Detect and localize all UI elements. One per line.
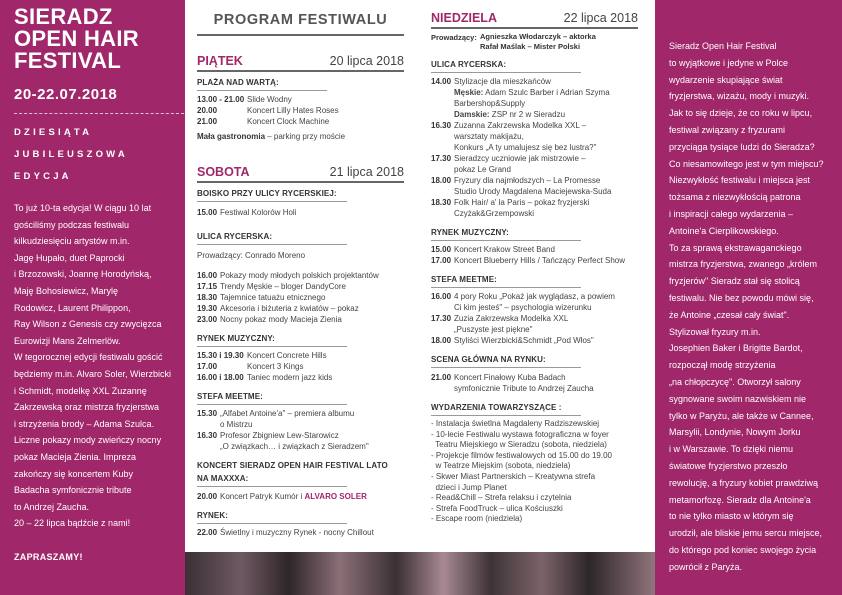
item-text [454, 335, 594, 346]
item-rest: Zuzanna Zakrzewska Modelka XXL – [454, 121, 587, 130]
intro-line: Maję Bohosiewicz, Marylę [14, 285, 119, 296]
intro-line: Jagę Hupało, duet Paprocki [14, 252, 125, 263]
item-text: Koncert Lilly Hates Roses [247, 106, 339, 115]
item-text: Festiwal Kolorów Holi [220, 208, 297, 217]
venue-heading: RYNEK: [197, 511, 228, 520]
item-line [454, 186, 611, 197]
about-line: Co niesamowitego jest w tym miejscu? [669, 158, 824, 169]
food-bold: Mała gastronomia [197, 132, 266, 141]
venue-heading: WYDARZENIA TOWARZYSZĄCE : [431, 403, 562, 412]
intro-line: 20 – 22 lipca bądźcie z nami! [14, 518, 131, 529]
side-event-line: - Strefa FoodTruck – ulica Kościuszki [431, 503, 563, 513]
host-names [480, 32, 596, 52]
item-rest: Studio Urody Magdalena Maciejewska-Suda [454, 187, 612, 196]
sunday-meetme-list [431, 291, 651, 346]
headliner: ALVARO SOLER [304, 492, 367, 501]
side-event-line: - Escape room (niedziela) [431, 514, 523, 524]
item-line [454, 98, 610, 109]
host-block [431, 32, 651, 52]
about-line: światowe fryzjerstwo przeszło [669, 460, 788, 471]
about-line: „na chłopczycę". Otworzył salony [669, 376, 801, 387]
divider [197, 34, 404, 36]
item-text [454, 153, 586, 175]
divider [14, 113, 184, 114]
item-text [454, 372, 594, 394]
item-text: Nocny pokaz mody Macieja Zienia [220, 315, 342, 324]
item-time: 20.00 [197, 106, 218, 115]
list-item [197, 527, 417, 538]
item-text: Pokazy mody młodych polskich projektantów [220, 271, 379, 280]
item-time: 17.30 [431, 154, 452, 163]
divider [197, 523, 347, 524]
intro-line: pokaz Macieja Zienia. Impreza [14, 451, 137, 462]
intro-line: Zakrzewską oraz mistrza fryzjerstwa [14, 402, 160, 413]
item-rest: Folk Hair/ a' la Paris – pokaz fryzjerski [454, 198, 590, 207]
item-time: 18.00 [431, 176, 452, 185]
about-line: Josephien Baker i Brigitte Bardot, [669, 343, 803, 354]
item-time: 22.00 [197, 528, 218, 537]
item-time: 21.00 [431, 373, 452, 382]
item-text: Koncert Concrete Hills [247, 351, 327, 360]
item-text: Tajemnice tatuażu etnicznego [220, 293, 326, 302]
item-text [220, 430, 369, 452]
intro-line: i strzyżenia brody – Adama Szulca. [14, 418, 155, 429]
item-text: Koncert Krakow Street Band [454, 245, 555, 254]
item-time: 14.00 [431, 77, 452, 86]
food-line [197, 131, 417, 142]
item-text: Koncert Clock Machine [247, 117, 330, 126]
about-line: Sieradz Open Hair Festival [669, 41, 777, 51]
item-time: 19.30 [197, 304, 218, 313]
item-text [454, 120, 596, 153]
program-column [197, 0, 417, 538]
list-item [197, 408, 417, 430]
item-text [454, 76, 610, 120]
host-name: Rafał Maślak – Mister Polski [480, 42, 581, 51]
item-line [454, 175, 611, 186]
rycerska-list [197, 270, 417, 325]
item-text [454, 313, 568, 335]
day-name: SOBOTA [197, 165, 250, 179]
venue-heading: STEFA MEETME: [197, 392, 263, 401]
day-date: 20 lipca 2018 [329, 54, 404, 68]
intro-line: Badacha symfonicznie tribute [14, 485, 132, 496]
title-line: SIERADZ [14, 4, 113, 29]
intro-line: będziemy m.in. Alvaro Soler, Wierzbicki [14, 368, 172, 379]
item-text: Slide Wodny [247, 95, 292, 104]
about-line: i inspiracji całego wydarzenia – [669, 208, 794, 219]
item-bold: Męskie: [454, 88, 484, 97]
list-item [431, 120, 651, 153]
item-rest: Stylizacje dla mieszkańców [454, 77, 551, 86]
scena-line: Koncert Finałowy Kuba Badach [454, 373, 566, 382]
item-time: 16.00 [197, 271, 218, 280]
about-line: Niezwykłość festiwalu i miejsca jest [669, 175, 811, 186]
divider [197, 486, 347, 487]
venue-heading: PLAŻA NAD WARTĄ: [197, 78, 279, 87]
venue-heading: ULICA RYCERSKA: [431, 60, 507, 69]
list-item [431, 313, 651, 335]
divider [197, 90, 327, 91]
intro-line: W tegorocznej edycji festiwalu gościć [14, 352, 163, 363]
item-line [454, 131, 596, 142]
hair-photo-strip [185, 552, 655, 595]
day-date: 22 lipca 2018 [563, 11, 638, 25]
left-panel [0, 0, 185, 595]
divider [431, 240, 581, 241]
item-line: Ci kim jesteś" – psychologia wizerunku [454, 303, 592, 312]
item-line [454, 109, 610, 120]
day-date: 21 lipca 2018 [329, 165, 404, 179]
list-item [197, 491, 417, 502]
item-rest: pokaz Le Grand [454, 165, 511, 174]
title-line: FESTIVAL [14, 48, 122, 73]
side-event-line: w Teatrze Miejskim (sobota, niedziela) [431, 461, 571, 471]
side-event-line: - Instalacja świetlna Magdaleny Radziszewskiej [431, 419, 600, 428]
list-item [197, 116, 417, 127]
item-text: Świetlny i muzyczny Rynek - nocny Chillout [220, 528, 374, 537]
item-line: Profesor Zbigniew Lew-Starowicz [220, 431, 339, 440]
intro-line: i Brzozowski, Joannę Horodyńską, [14, 269, 152, 280]
list-item [197, 314, 417, 325]
list-item [197, 207, 417, 218]
venue-heading: RYNEK MUZYCZNY: [431, 228, 509, 237]
about-line: tylko w Paryżu, ale także w Cannee, [669, 410, 814, 421]
side-event-line: Teatru Miejskiego w Sieradzu (sobota, niedziela) [431, 440, 607, 450]
item-line: Styliści Wierzbicki&Schmidt „Pod Włos" [454, 336, 594, 345]
item-time: 23.00 [197, 315, 218, 324]
item-time: 17.15 [197, 282, 218, 291]
host-label: Prowadzący: [431, 33, 477, 42]
list-item [431, 372, 651, 394]
day-name: NIEDZIELA [431, 11, 497, 25]
item-text [454, 291, 615, 313]
item-time: 16.00 i 18.00 [197, 373, 244, 382]
piatek-list [197, 94, 417, 127]
concert-heading: KONCERT SIERADZ OPEN HAIR FESTIVAL LATO [197, 461, 388, 470]
festival-title [14, 6, 178, 72]
side-event-line: - Skwer Miast Partnerskich – Kreatywna strefa [431, 471, 596, 481]
item-rest: Konkurs „A ty umalujesz się bez lustra?" [454, 143, 597, 152]
item-time: 20.00 [197, 492, 218, 501]
intro-line: zakończy się koncertem Kuby [14, 468, 134, 479]
item-line: „Puszyste jest piękne" [454, 325, 533, 334]
list-item [197, 361, 417, 372]
about-line: tożsama z niezwykłością patrona [669, 192, 801, 203]
about-line: metamorfozę. Sieradz dla Antoine'a [669, 494, 811, 505]
item-time: 13.00 - 21.00 [197, 95, 245, 104]
about-line: Antoine'a Cierplikowskiego. [669, 225, 779, 236]
item-line [454, 142, 596, 153]
sunday-column [431, 0, 651, 525]
list-item [431, 197, 651, 219]
about-line: to nie tylko miasto w którym się [669, 511, 794, 522]
side-event-line: - 10-lecie Festiwalu wystawa fotograficzna w foyer [431, 429, 609, 439]
about-line: fryzjerów" Sieradz stał się stolicą [669, 276, 800, 287]
about-line: festiwalu. Nie bez powodu mówi się, [669, 292, 814, 303]
item-time: 18.30 [431, 198, 452, 207]
sunday-music-list [431, 244, 651, 266]
intro-line: gościliśmy podczas festiwalu [14, 219, 130, 230]
item-rest: Sieradzcy uczniowie jak mistrzowie – [454, 154, 586, 163]
about-line: wydarzenie skupiające świat [669, 74, 783, 85]
side-events-list [431, 419, 651, 525]
divider [431, 72, 581, 73]
intro-line: i Schmidt, modelkę XXL Zuzannę [14, 385, 147, 396]
divider [431, 367, 581, 368]
about-line: Jak to się dzieje, że co roku w lipcu, [669, 108, 813, 119]
divider [197, 404, 347, 405]
venue-heading: RYNEK MUZYCZNY: [197, 334, 275, 343]
list-item [197, 281, 417, 292]
list-item [431, 291, 651, 313]
edition-line: JUBILEUSZOWA [14, 149, 128, 160]
item-time: 16.00 [431, 292, 452, 301]
item-text: Koncert Patryk Kumór i [220, 492, 305, 501]
item-line [454, 87, 610, 98]
item-line [454, 197, 589, 208]
intro-line: Eurowizji Mans Zelmerlöw. [14, 335, 121, 346]
day-name: PIĄTEK [197, 54, 243, 68]
item-time: 17.00 [431, 256, 452, 265]
list-item [197, 94, 417, 105]
item-line [454, 153, 586, 164]
item-rest: Fryzury dla najmłodszych – La Promesse [454, 176, 601, 185]
item-time: 17.30 [431, 314, 452, 323]
list-item [197, 292, 417, 303]
item-time: 21.00 [197, 117, 218, 126]
list-item [197, 350, 417, 361]
side-event-line: dzieci i Jump Planet [431, 482, 507, 492]
item-time: 18.30 [197, 293, 218, 302]
meetme-list [197, 408, 417, 452]
item-time: 16.30 [431, 121, 452, 130]
item-time: 16.30 [197, 431, 218, 440]
about-line: rozpoczął modę strzyżenia [669, 360, 776, 371]
item-rest: Adam Szulc Barber i Adrian Szyma [483, 88, 610, 97]
about-line: i w Warszawie. To dzięki niemu [669, 444, 794, 455]
list-item [431, 153, 651, 175]
festival-dates: 20-22.07.2018 [14, 86, 118, 103]
list-item [431, 244, 651, 255]
item-text: Taniec modern jazz kids [247, 373, 333, 382]
food-rest: – parking przy moście [265, 132, 346, 141]
intro-line: To już 10-ta edycja! W ciągu 10 lat [14, 203, 152, 213]
list-item [431, 175, 651, 197]
program-area [185, 0, 655, 595]
about-line: to wyjątkowe i jedyne w Polce [669, 57, 789, 68]
intro-line: kilkudziesięciu artystów m.in. [14, 236, 130, 247]
item-line [454, 120, 596, 131]
scena-line: symfonicznie Tribute to Andrzej Zaucha [454, 384, 594, 393]
day-header-niedziela [431, 11, 638, 25]
item-text [454, 175, 611, 197]
intro-line: to Andrzej Zaucha. [14, 501, 90, 512]
divider [431, 287, 581, 288]
divider [197, 201, 347, 202]
item-line: 4 pory Roku „Pokaż jak wyglądasz, a powiem [454, 292, 615, 301]
day-header-piatek [197, 54, 404, 68]
divider [197, 346, 347, 347]
intro-line: Rodowicz, Laurent Philippon, [14, 302, 131, 313]
about-line: festiwal związany z fryzurami [669, 124, 786, 135]
about-line: przyciąga tysiące ludzi do Sieradza? [669, 141, 815, 152]
item-bold: Damskie: [454, 110, 490, 119]
item-rest: warsztaty makijażu, [454, 132, 524, 141]
item-time: 15.30 i 19.30 [197, 351, 244, 360]
item-time: 15.00 [431, 245, 452, 254]
host-line: Prowadzący: Conrado Moreno [197, 251, 306, 260]
list-item [197, 270, 417, 281]
host-name: Agnieszka Włodarczyk – aktorka [480, 32, 596, 41]
day-header-sobota [197, 165, 404, 179]
about-line: fryzjerstwa, wizażu, mody i muzyki. [669, 91, 810, 102]
about-line: urodził, ale bliskie jemu sercu miejsce, [669, 528, 823, 539]
item-rest: Czyżak&Grzempowski [454, 209, 535, 218]
list-item [197, 372, 417, 383]
item-text: Koncert Blueberry Hills / Tańczący Perfect Show [454, 256, 626, 265]
divider [431, 27, 638, 29]
item-rest: Barbershop&Supply [454, 99, 526, 108]
item-text: Akcesoria i biżuteria z kwiatów – pokaz [220, 304, 359, 313]
edition-label [14, 122, 178, 188]
item-line [454, 164, 586, 175]
divider [197, 70, 404, 72]
item-line [454, 208, 589, 219]
closing-text: ZAPRASZAMY! [14, 551, 83, 562]
venue-heading: STEFA MEETME: [431, 275, 497, 284]
item-text [220, 408, 354, 430]
item-time: 17.00 [197, 362, 218, 371]
list-item [197, 303, 417, 314]
concert-heading: NA MAXXXA: [197, 474, 249, 483]
item-line: o Mistrzu [220, 420, 253, 429]
about-line: powrócił z Paryża. [669, 561, 743, 572]
about-line: do którego pod koniec swojego życia [669, 544, 817, 555]
intro-text [14, 200, 178, 532]
list-item [197, 430, 417, 452]
item-line: „Alfabet Antoine'a" – premiera albumu [220, 409, 355, 418]
item-line [454, 76, 610, 87]
venue-heading: BOISKO PRZY ULICY RYCERSKIEJ: [197, 189, 337, 198]
about-text [669, 38, 832, 576]
intro-line: Liczne pokazy mody zwieńczy nocny [14, 435, 162, 446]
item-rest: ZSP nr 2 w Sieradzu [489, 110, 566, 119]
item-line: „O związkach… i związkach z Sieradzem" [220, 442, 369, 451]
about-line: mistrza fryzjerstwa, zwanego „królem [669, 259, 818, 270]
edition-line: EDYCJA [14, 171, 72, 182]
divider [197, 244, 347, 245]
item-time: 15.30 [197, 409, 218, 418]
music-list [197, 350, 417, 383]
title-line: OPEN HAIR [14, 26, 139, 51]
divider [197, 181, 404, 183]
side-event-line: - Read&Chill – Strefa relaksu i czytelnia [431, 493, 572, 503]
about-line: sygnowane swoim nazwiskiem nie [669, 393, 807, 404]
about-line: To za sprawą ekstrawaganckiego [669, 242, 802, 253]
item-line: Zuzia Zakrzewska Modelka XXL [454, 314, 569, 323]
side-event-line: - Projekcje filmów festiwalowych od 15.00 do 19.00 [431, 450, 612, 460]
item-text: Koncert 3 Kings [247, 362, 304, 371]
venue-heading: ULICA RYCERSKA: [197, 232, 273, 241]
item-time: 15.00 [197, 208, 218, 217]
list-item [431, 76, 651, 120]
about-line: Marsylii, Londynie, Nowym Jorku [669, 427, 801, 438]
list-item [431, 255, 651, 266]
list-item [431, 335, 651, 346]
sunday-rycerska-list [431, 76, 651, 219]
item-text: Trendy Męskie – bloger DandyCore [220, 282, 346, 291]
program-title: PROGRAM FESTIWALU [213, 12, 388, 28]
about-line: rewolucję, a fryzury kobiet prawdziwą [669, 477, 819, 488]
about-line: Stylizował fryzury m.in. [669, 326, 761, 337]
about-line: że Antoine „czesał cały świat". [669, 309, 790, 320]
divider [431, 415, 581, 416]
venue-heading: SCENA GŁÓWNA NA RYNKU: [431, 355, 546, 364]
list-item [197, 105, 417, 116]
item-time: 18.00 [431, 336, 452, 345]
item-text [454, 197, 589, 219]
intro-line: Ray Wilson z Genesis czy zwycięzca [14, 319, 162, 330]
right-panel [655, 0, 842, 595]
edition-line: DZIESIĄTA [14, 127, 93, 138]
